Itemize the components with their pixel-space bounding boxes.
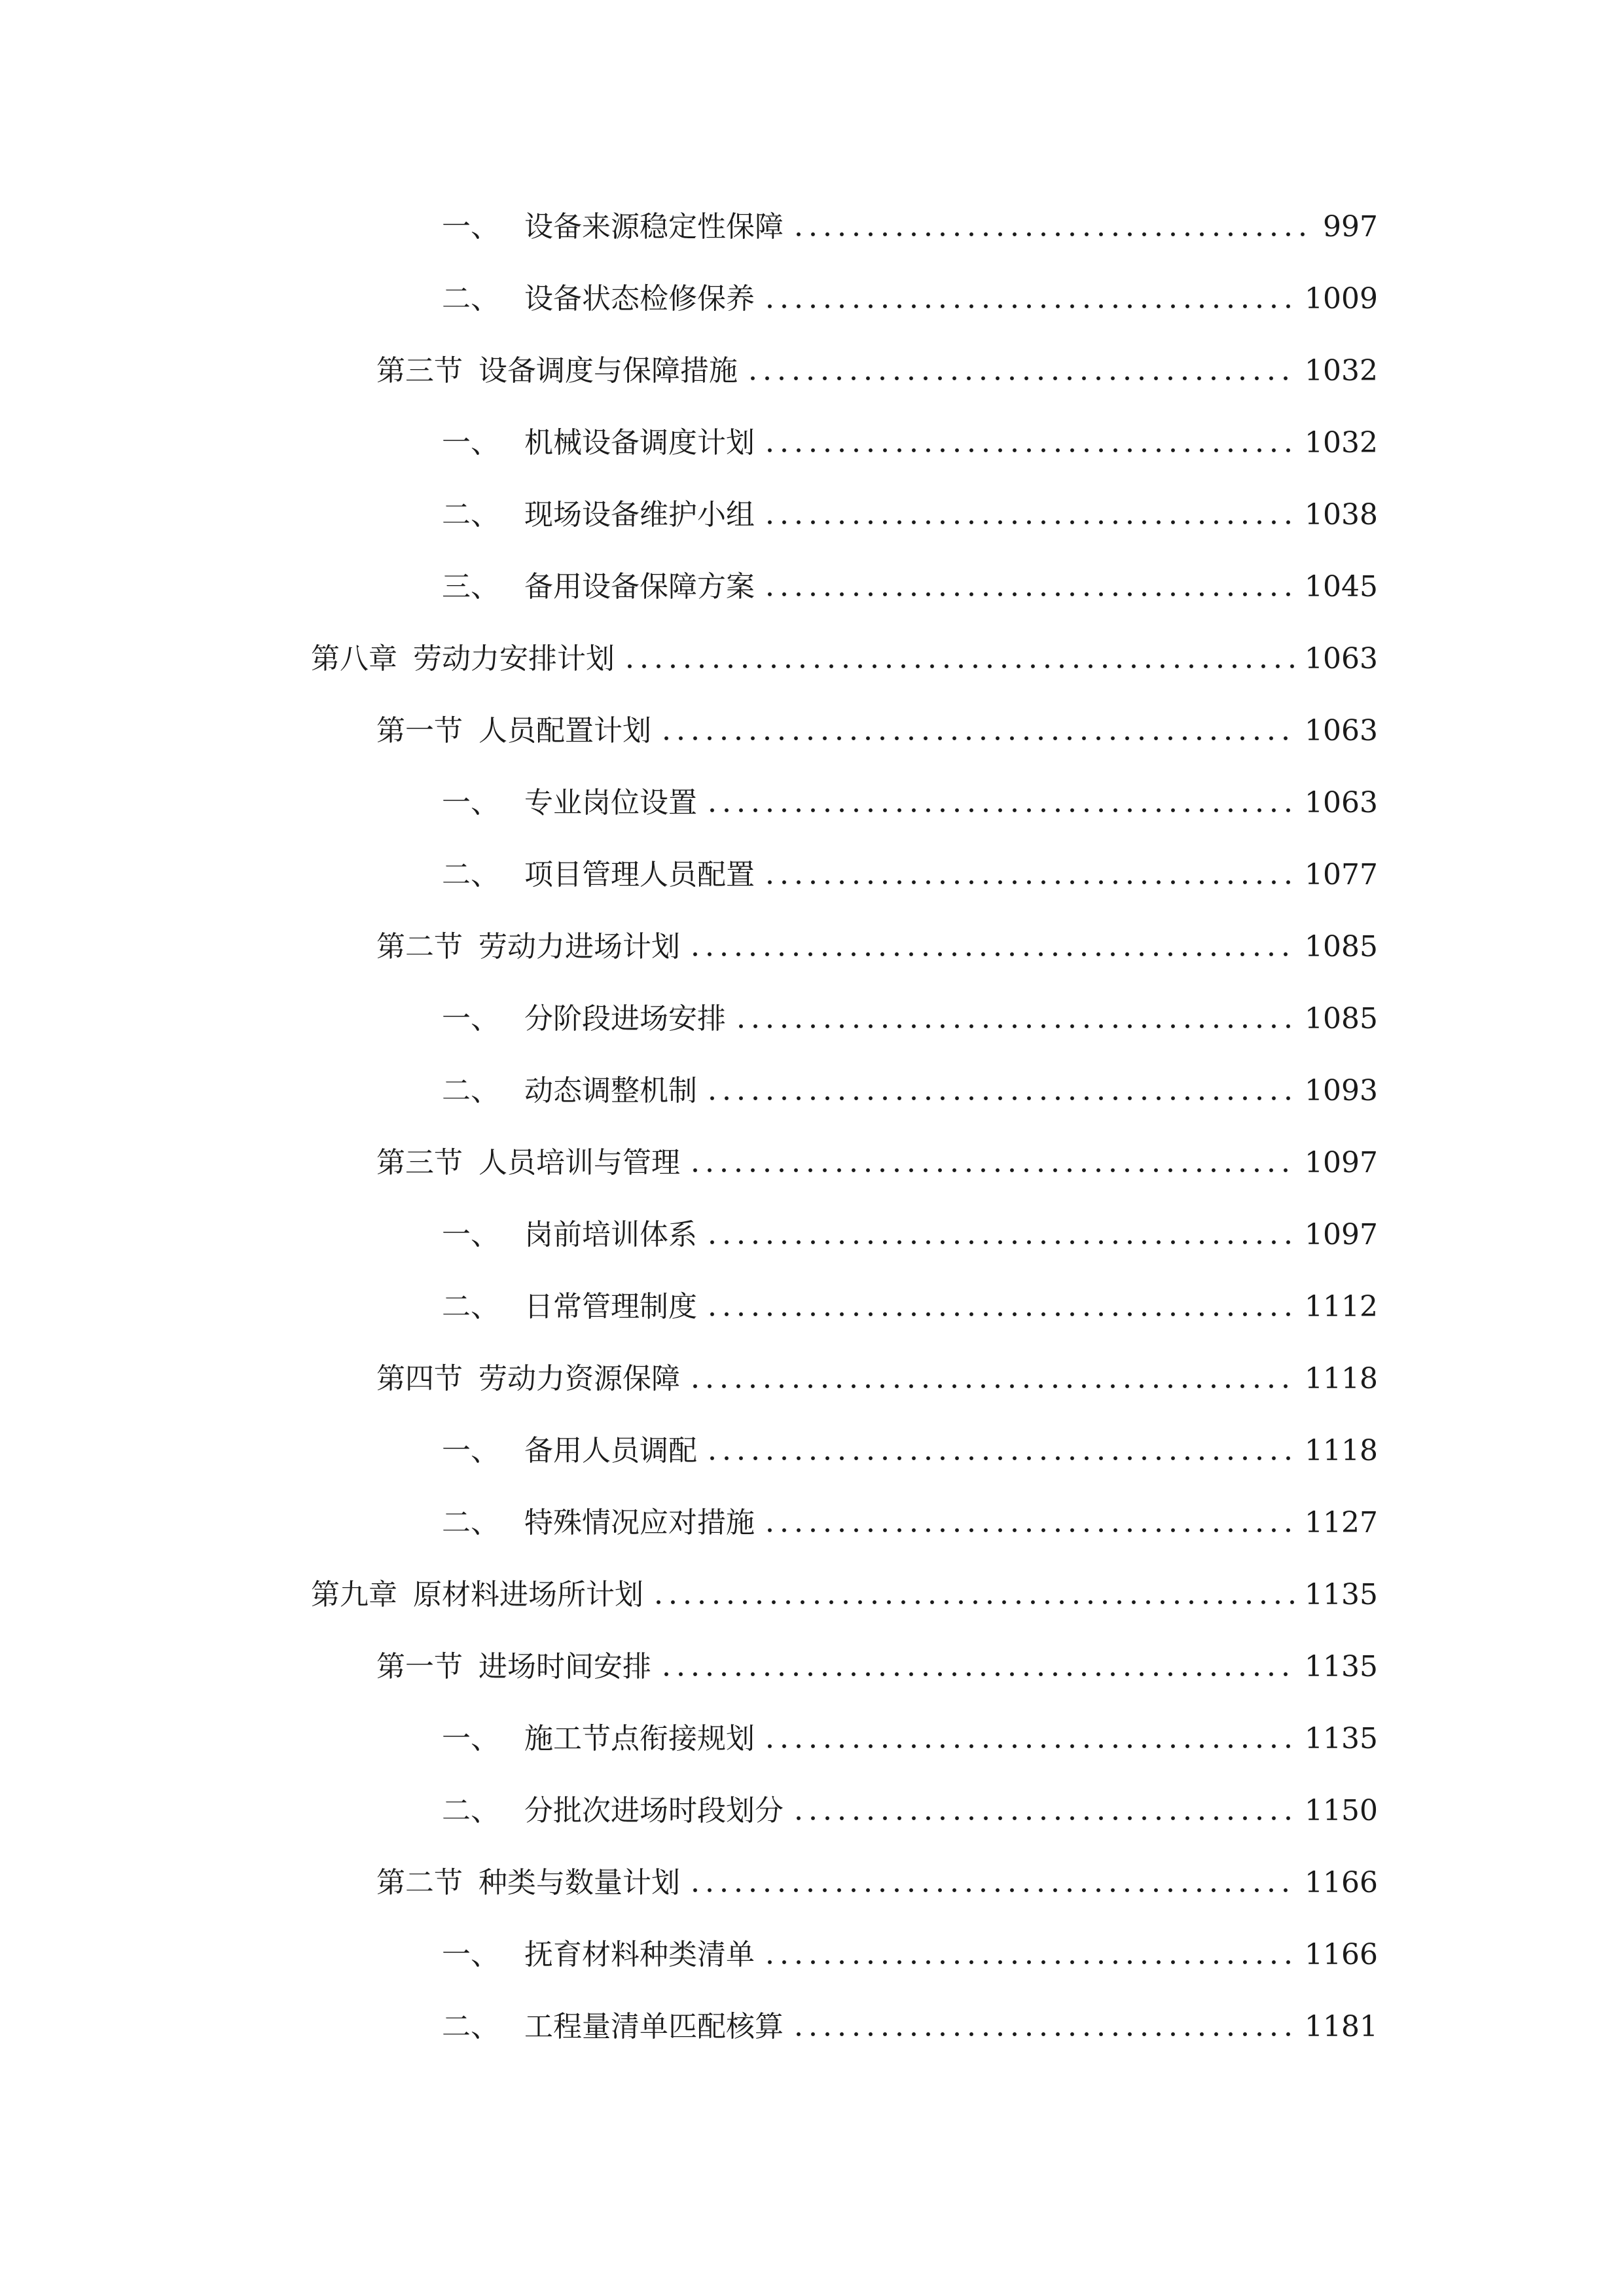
dot-leader [763, 569, 1295, 605]
toc-entry-title: 岗前培训体系 [524, 1218, 697, 1251]
dot-leader [763, 425, 1295, 461]
toc-entry[interactable] [0, 1415, 1624, 1487]
toc-entry-page-number: 1135 [1305, 1650, 1378, 1683]
toc-entry-title: 特殊情况应对措施 [524, 1506, 755, 1539]
toc-entry[interactable] [0, 1487, 1624, 1559]
toc-entry[interactable] [0, 479, 1624, 551]
toc-entry-number: 二、 [442, 2010, 499, 2043]
toc-entry[interactable] [0, 1703, 1624, 1775]
dot-leader [763, 1937, 1295, 1973]
toc-entry-page-number: 1093 [1305, 1074, 1378, 1107]
toc-entry-page-number: 1097 [1305, 1218, 1378, 1251]
toc-entry-number: 第九章 [311, 1578, 397, 1611]
toc-entry-number: 一、 [442, 426, 499, 459]
toc-entry-title: 分阶段进场安排 [524, 1002, 726, 1035]
toc-entry[interactable] [0, 1919, 1624, 1991]
toc-entry-title: 种类与数量计划 [478, 1866, 680, 1899]
toc-entry-page-number: 1032 [1305, 354, 1378, 387]
toc-entry[interactable] [0, 1343, 1624, 1415]
toc-entry-number: 第八章 [311, 642, 397, 675]
toc-entry-page-number: 1063 [1305, 642, 1378, 675]
dot-leader [705, 785, 1295, 821]
toc-entry[interactable] [0, 767, 1624, 839]
toc-entry-number: 第一节 [376, 714, 463, 747]
toc-entry-page-number: 1166 [1305, 1938, 1378, 1971]
toc-entry-page-number: 1118 [1305, 1362, 1378, 1395]
toc-entry-number: 第三节 [376, 1146, 463, 1179]
toc-entry-page-number: 1077 [1305, 858, 1378, 891]
toc-entry[interactable] [0, 911, 1624, 983]
toc-entry-page-number: 1085 [1305, 930, 1378, 963]
toc-entry-title: 劳动力资源保障 [478, 1362, 680, 1395]
dot-leader [763, 497, 1295, 533]
toc-entry-title: 人员培训与管理 [478, 1146, 680, 1179]
toc-entry-number: 二、 [442, 1290, 499, 1323]
toc-entry-page-number: 1135 [1305, 1578, 1378, 1611]
toc-entry-page-number: 1063 [1305, 714, 1378, 747]
toc-entry[interactable] [0, 1055, 1624, 1127]
toc-entry[interactable] [0, 1991, 1624, 2063]
toc-entry-title: 备用设备保障方案 [524, 570, 755, 603]
toc-entry-number: 二、 [442, 498, 499, 531]
toc-entry[interactable] [0, 1559, 1624, 1631]
toc-entry[interactable] [0, 407, 1624, 479]
toc-entry-title: 日常管理制度 [524, 1290, 697, 1323]
toc-entry-number: 一、 [442, 786, 499, 819]
dot-leader [763, 1505, 1295, 1541]
dot-leader [705, 1433, 1295, 1469]
dot-leader [763, 1721, 1295, 1757]
toc-entry-title: 劳动力安排计划 [413, 642, 615, 675]
dot-leader [659, 1649, 1295, 1685]
toc-entry[interactable] [0, 839, 1624, 911]
dot-leader [705, 1289, 1295, 1325]
toc-entry-title: 进场时间安排 [478, 1650, 651, 1683]
toc-entry-number: 二、 [442, 1506, 499, 1539]
toc-entry-title: 现场设备维护小组 [524, 498, 755, 531]
toc-entry[interactable] [0, 695, 1624, 767]
toc-entry-title: 专业岗位设置 [524, 786, 697, 819]
toc-entry-number: 二、 [442, 282, 499, 315]
toc-entry-number: 一、 [442, 1722, 499, 1755]
table-of-contents [0, 191, 1624, 2063]
toc-entry-number: 一、 [442, 210, 499, 243]
toc-entry-page-number: 1166 [1305, 1866, 1378, 1899]
toc-entry-title: 人员配置计划 [478, 714, 651, 747]
toc-entry-number: 第四节 [376, 1362, 463, 1395]
toc-entry[interactable] [0, 1127, 1624, 1199]
dot-leader [763, 281, 1295, 317]
toc-entry-page-number: 1135 [1305, 1722, 1378, 1755]
toc-entry-number: 二、 [442, 1794, 499, 1827]
dot-leader [791, 1793, 1295, 1829]
dot-leader [688, 1865, 1295, 1901]
toc-entry-page-number: 1150 [1305, 1794, 1378, 1827]
toc-entry-page-number: 1112 [1305, 1290, 1378, 1323]
toc-entry-page-number: 1097 [1305, 1146, 1378, 1179]
toc-entry[interactable] [0, 1271, 1624, 1343]
toc-entry-number: 第三节 [376, 354, 463, 387]
dot-leader [746, 353, 1295, 389]
dot-leader [651, 1577, 1295, 1613]
toc-entry[interactable] [0, 983, 1624, 1055]
toc-entry-number: 一、 [442, 1218, 499, 1251]
toc-entry[interactable] [0, 551, 1624, 623]
toc-entry-title: 工程量清单匹配核算 [524, 2010, 784, 2043]
toc-entry-number: 三、 [442, 570, 499, 603]
toc-entry[interactable] [0, 1775, 1624, 1847]
toc-entry-page-number: 1118 [1305, 1434, 1378, 1467]
dot-leader [688, 929, 1295, 965]
toc-entry-page-number: 1063 [1305, 786, 1378, 819]
toc-entry-page-number: 1045 [1305, 570, 1378, 603]
toc-entry-page-number: 997 [1323, 210, 1378, 243]
dot-leader [791, 209, 1314, 245]
toc-entry[interactable] [0, 335, 1624, 407]
toc-entry-number: 二、 [442, 858, 499, 891]
toc-entry-number: 二、 [442, 1074, 499, 1107]
toc-entry[interactable] [0, 1631, 1624, 1703]
toc-entry[interactable] [0, 623, 1624, 695]
toc-entry[interactable] [0, 1847, 1624, 1919]
toc-entry-title: 分批次进场时段划分 [524, 1794, 784, 1827]
toc-entry-number: 一、 [442, 1938, 499, 1971]
dot-leader [623, 641, 1295, 677]
toc-entry-title: 抚育材料种类清单 [524, 1938, 755, 1971]
toc-entry-title: 项目管理人员配置 [524, 858, 755, 891]
toc-entry-title: 机械设备调度计划 [524, 426, 755, 459]
toc-entry-number: 一、 [442, 1002, 499, 1035]
toc-entry-page-number: 1038 [1305, 498, 1378, 531]
dot-leader [734, 1001, 1295, 1037]
toc-entry[interactable] [0, 1199, 1624, 1271]
dot-leader [791, 2009, 1295, 2045]
toc-entry[interactable] [0, 263, 1624, 335]
toc-entry-number: 第二节 [376, 1866, 463, 1899]
toc-entry-title: 设备状态检修保养 [524, 282, 755, 315]
dot-leader [688, 1361, 1295, 1397]
toc-entry-page-number: 1032 [1305, 426, 1378, 459]
dot-leader [688, 1145, 1295, 1181]
toc-entry-number: 第一节 [376, 1650, 463, 1683]
toc-entry-page-number: 1181 [1305, 2010, 1378, 2043]
dot-leader [763, 857, 1295, 893]
toc-entry-title: 动态调整机制 [524, 1074, 697, 1107]
dot-leader [705, 1217, 1295, 1253]
dot-leader [659, 713, 1295, 749]
toc-entry-title: 设备调度与保障措施 [478, 354, 738, 387]
toc-entry-title: 备用人员调配 [524, 1434, 697, 1467]
toc-entry-page-number: 1009 [1305, 282, 1378, 315]
toc-entry-title: 设备来源稳定性保障 [524, 210, 784, 243]
toc-entry[interactable] [0, 191, 1624, 263]
toc-entry-title: 施工节点衔接规划 [524, 1722, 755, 1755]
dot-leader [705, 1073, 1295, 1109]
toc-entry-number: 一、 [442, 1434, 499, 1467]
toc-entry-title: 劳动力进场计划 [478, 930, 680, 963]
toc-entry-number: 第二节 [376, 930, 463, 963]
toc-entry-title: 原材料进场所计划 [413, 1578, 643, 1611]
toc-entry-page-number: 1085 [1305, 1002, 1378, 1035]
toc-entry-page-number: 1127 [1305, 1506, 1378, 1539]
